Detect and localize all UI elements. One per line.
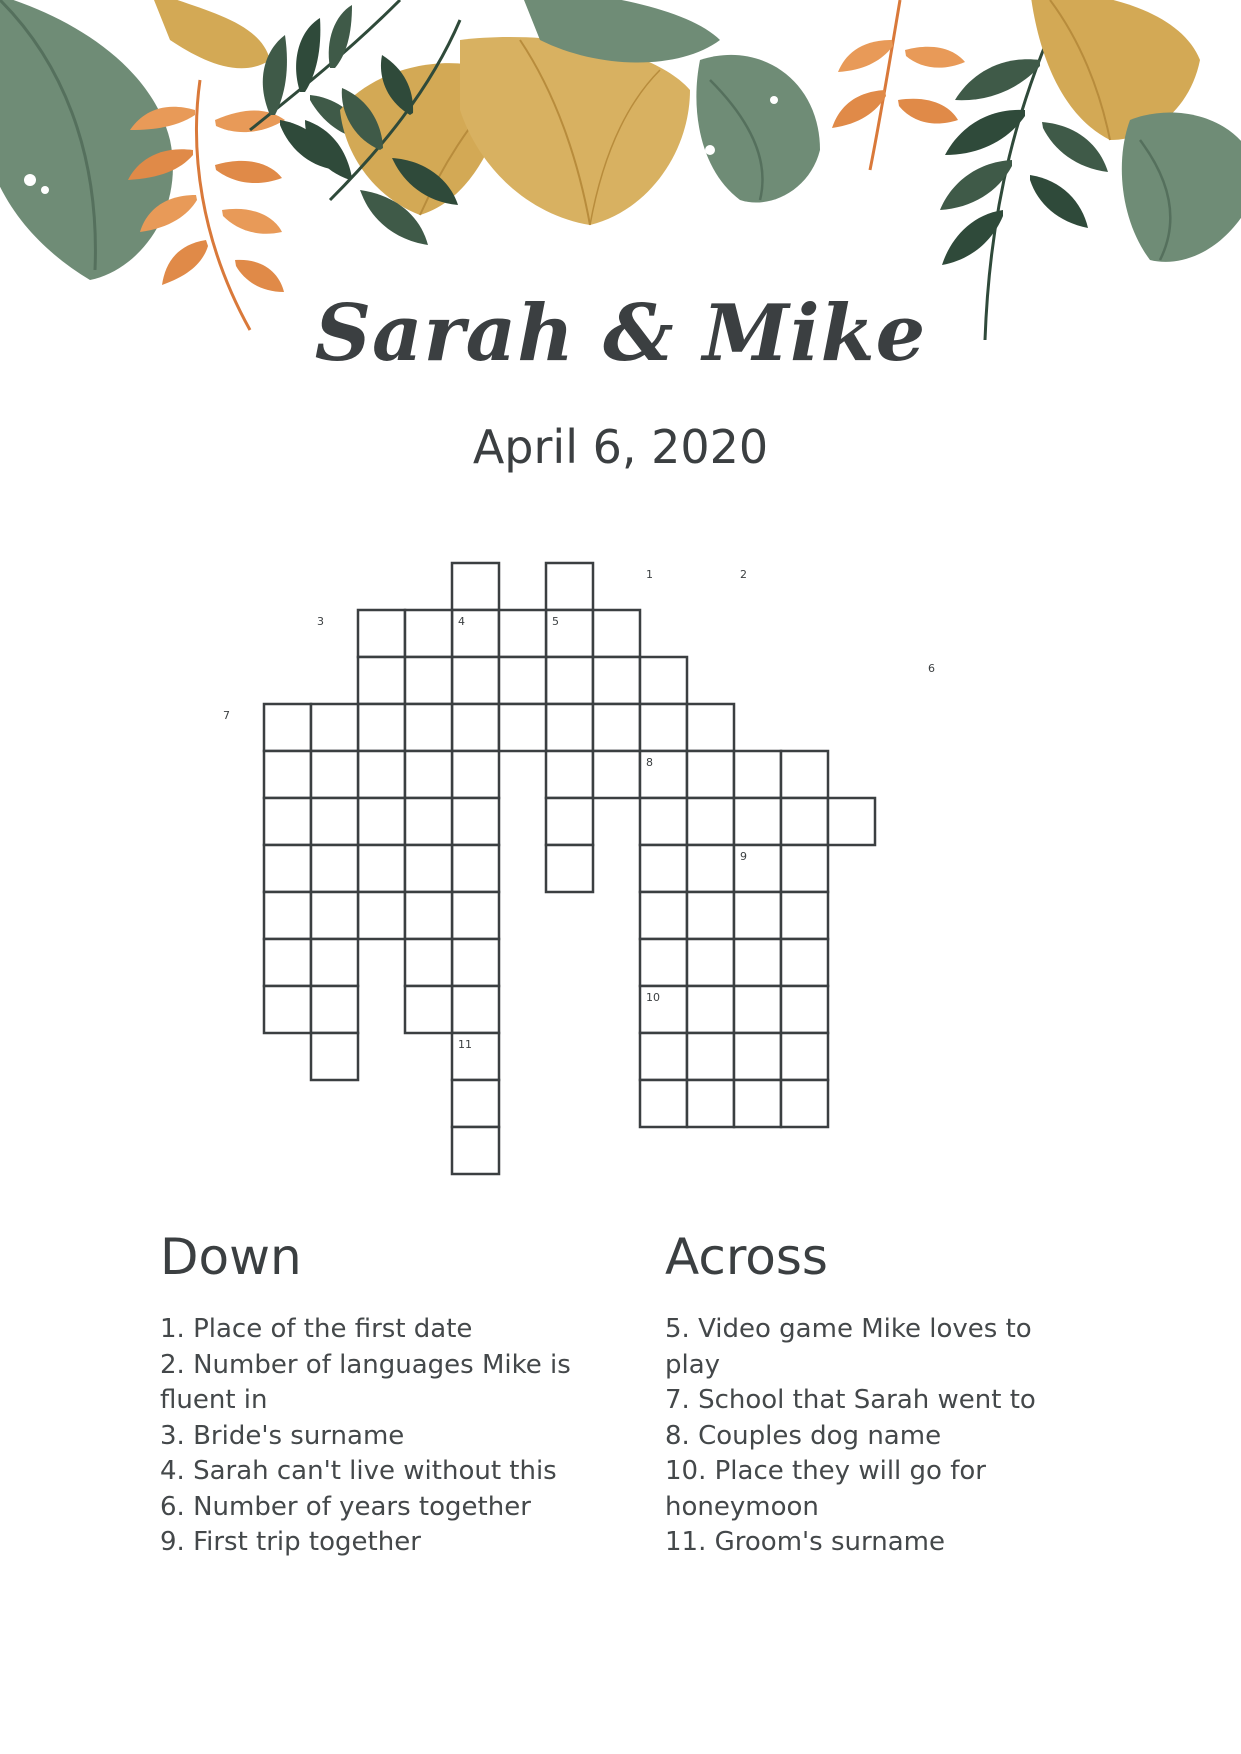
grid-cell[interactable] bbox=[452, 845, 499, 892]
grid-cell[interactable] bbox=[640, 704, 687, 751]
grid-cell[interactable] bbox=[640, 845, 687, 892]
grid-cell[interactable] bbox=[734, 1080, 781, 1127]
grid-cell[interactable] bbox=[358, 798, 405, 845]
grid-cell[interactable] bbox=[452, 1080, 499, 1127]
grid-cell[interactable] bbox=[452, 892, 499, 939]
grid-cell[interactable] bbox=[734, 892, 781, 939]
grid-cell[interactable] bbox=[640, 798, 687, 845]
grid-cell[interactable] bbox=[546, 563, 593, 610]
grid-cell[interactable] bbox=[405, 939, 452, 986]
grid-cell[interactable] bbox=[640, 1080, 687, 1127]
grid-cell[interactable] bbox=[358, 892, 405, 939]
clue-item: 1. Place of the first date bbox=[160, 1314, 473, 1344]
clue-number: 2 bbox=[740, 568, 747, 581]
grid-cell[interactable] bbox=[781, 798, 828, 845]
grid-cell[interactable] bbox=[405, 986, 452, 1033]
grid-cell[interactable] bbox=[452, 1127, 499, 1174]
couple-names: Sarah & Mike bbox=[314, 288, 927, 379]
clue-number: 1 bbox=[646, 568, 653, 581]
grid-cell[interactable] bbox=[452, 563, 499, 610]
clue-item: 5. Video game Mike loves to play bbox=[665, 1314, 1032, 1380]
clue-item: 10. Place they will go for honeymoon bbox=[665, 1456, 986, 1522]
grid-cell[interactable] bbox=[358, 845, 405, 892]
grid-cell[interactable] bbox=[405, 798, 452, 845]
grid-cell[interactable] bbox=[311, 1033, 358, 1080]
clue-number: 3 bbox=[317, 615, 324, 628]
clue-item: 6. Number of years together bbox=[160, 1491, 531, 1522]
grid-cell[interactable] bbox=[640, 939, 687, 986]
grid-cell[interactable] bbox=[311, 751, 358, 798]
grid-cell[interactable] bbox=[781, 892, 828, 939]
clue-item: 3. Bride's surname bbox=[160, 1420, 405, 1451]
grid-cell[interactable] bbox=[687, 798, 734, 845]
grid-cell[interactable] bbox=[781, 1033, 828, 1080]
grid-cell[interactable] bbox=[452, 798, 499, 845]
grid-cell[interactable] bbox=[781, 751, 828, 798]
grid-cell[interactable] bbox=[311, 939, 358, 986]
grid-cell[interactable] bbox=[452, 939, 499, 986]
grid-cell[interactable] bbox=[687, 704, 734, 751]
clue-number: 7 bbox=[223, 709, 230, 722]
grid-cell[interactable] bbox=[687, 892, 734, 939]
grid-cell[interactable] bbox=[781, 845, 828, 892]
grid-cell[interactable] bbox=[734, 798, 781, 845]
grid-cell[interactable] bbox=[311, 845, 358, 892]
clue-item: 8. Couples dog name bbox=[665, 1420, 942, 1451]
grid-cell[interactable] bbox=[358, 704, 405, 751]
clue-number: 6 bbox=[928, 662, 935, 675]
down-title: Down bbox=[160, 1228, 302, 1286]
grid-cell[interactable] bbox=[546, 704, 593, 751]
down-clue-list bbox=[160, 1312, 600, 1561]
grid-cell[interactable] bbox=[405, 751, 452, 798]
across-clues bbox=[665, 1228, 1085, 1561]
grid-cell[interactable] bbox=[264, 845, 311, 892]
grid-cell[interactable] bbox=[546, 798, 593, 845]
grid-cell[interactable] bbox=[499, 657, 546, 704]
grid-cell[interactable] bbox=[781, 986, 828, 1033]
grid-cell[interactable] bbox=[405, 657, 452, 704]
grid-cell[interactable] bbox=[311, 798, 358, 845]
grid-cell[interactable] bbox=[781, 1080, 828, 1127]
grid-cell[interactable] bbox=[640, 892, 687, 939]
grid-cell[interactable] bbox=[734, 1033, 781, 1080]
grid-cell[interactable] bbox=[311, 704, 358, 751]
clue-item: 9. First trip together bbox=[160, 1527, 421, 1557]
grid-cell[interactable] bbox=[734, 939, 781, 986]
grid-cell[interactable] bbox=[687, 1033, 734, 1080]
grid-cell[interactable] bbox=[781, 939, 828, 986]
clue-item: 2. Number of languages Mike is fluent in bbox=[160, 1349, 571, 1415]
grid-cell[interactable] bbox=[311, 892, 358, 939]
grid-cell[interactable] bbox=[687, 1080, 734, 1127]
grid-cell[interactable] bbox=[452, 704, 499, 751]
grid-cell[interactable] bbox=[264, 704, 311, 751]
across-clue-list bbox=[665, 1312, 1085, 1561]
clue-item: 11. Groom's surname bbox=[665, 1527, 945, 1557]
grid-cell[interactable] bbox=[264, 751, 311, 798]
grid-cell[interactable] bbox=[499, 704, 546, 751]
grid-cell[interactable] bbox=[640, 1033, 687, 1080]
grid-cell[interactable] bbox=[687, 986, 734, 1033]
across-title: Across bbox=[665, 1228, 828, 1286]
grid-cell[interactable] bbox=[311, 986, 358, 1033]
grid-cell[interactable] bbox=[828, 798, 875, 845]
grid-cell[interactable] bbox=[687, 845, 734, 892]
clue-item: 4. Sarah can't live without this bbox=[160, 1456, 557, 1486]
grid-cell[interactable] bbox=[452, 986, 499, 1033]
grid-cell[interactable] bbox=[546, 751, 593, 798]
grid-cell[interactable] bbox=[593, 704, 640, 751]
grid-cell[interactable] bbox=[405, 704, 452, 751]
grid-cell[interactable] bbox=[593, 657, 640, 704]
grid-cell[interactable] bbox=[546, 845, 593, 892]
grid-cell[interactable] bbox=[593, 610, 640, 657]
grid-cell[interactable] bbox=[405, 610, 452, 657]
clue-number: 8 bbox=[646, 756, 653, 769]
grid-cell[interactable] bbox=[546, 657, 593, 704]
grid-cell[interactable] bbox=[640, 657, 687, 704]
clue-number: 10 bbox=[646, 991, 660, 1004]
down-clues bbox=[160, 1228, 600, 1561]
clue-number: 9 bbox=[740, 850, 747, 863]
grid-cell[interactable] bbox=[405, 845, 452, 892]
grid-cell[interactable] bbox=[499, 610, 546, 657]
grid-cell[interactable] bbox=[734, 986, 781, 1033]
grid-cell[interactable] bbox=[687, 751, 734, 798]
grid-cell[interactable] bbox=[452, 657, 499, 704]
grid-cell[interactable] bbox=[687, 939, 734, 986]
clue-number: 5 bbox=[552, 615, 559, 628]
grid-cell[interactable] bbox=[264, 798, 311, 845]
wedding-date: April 6, 2020 bbox=[472, 420, 769, 474]
grid-cell[interactable] bbox=[405, 892, 452, 939]
clue-number: 11 bbox=[458, 1038, 472, 1051]
clue-number: 4 bbox=[458, 615, 465, 628]
grid-cell[interactable] bbox=[358, 657, 405, 704]
grid-cell[interactable] bbox=[264, 986, 311, 1033]
grid-cell[interactable] bbox=[358, 751, 405, 798]
grid-cell[interactable] bbox=[264, 939, 311, 986]
grid-cell[interactable] bbox=[734, 751, 781, 798]
grid-cell[interactable] bbox=[593, 751, 640, 798]
grid-cell[interactable] bbox=[358, 610, 405, 657]
clue-item: 7. School that Sarah went to bbox=[665, 1385, 1036, 1415]
grid-cell[interactable] bbox=[264, 892, 311, 939]
grid-cell[interactable] bbox=[452, 751, 499, 798]
